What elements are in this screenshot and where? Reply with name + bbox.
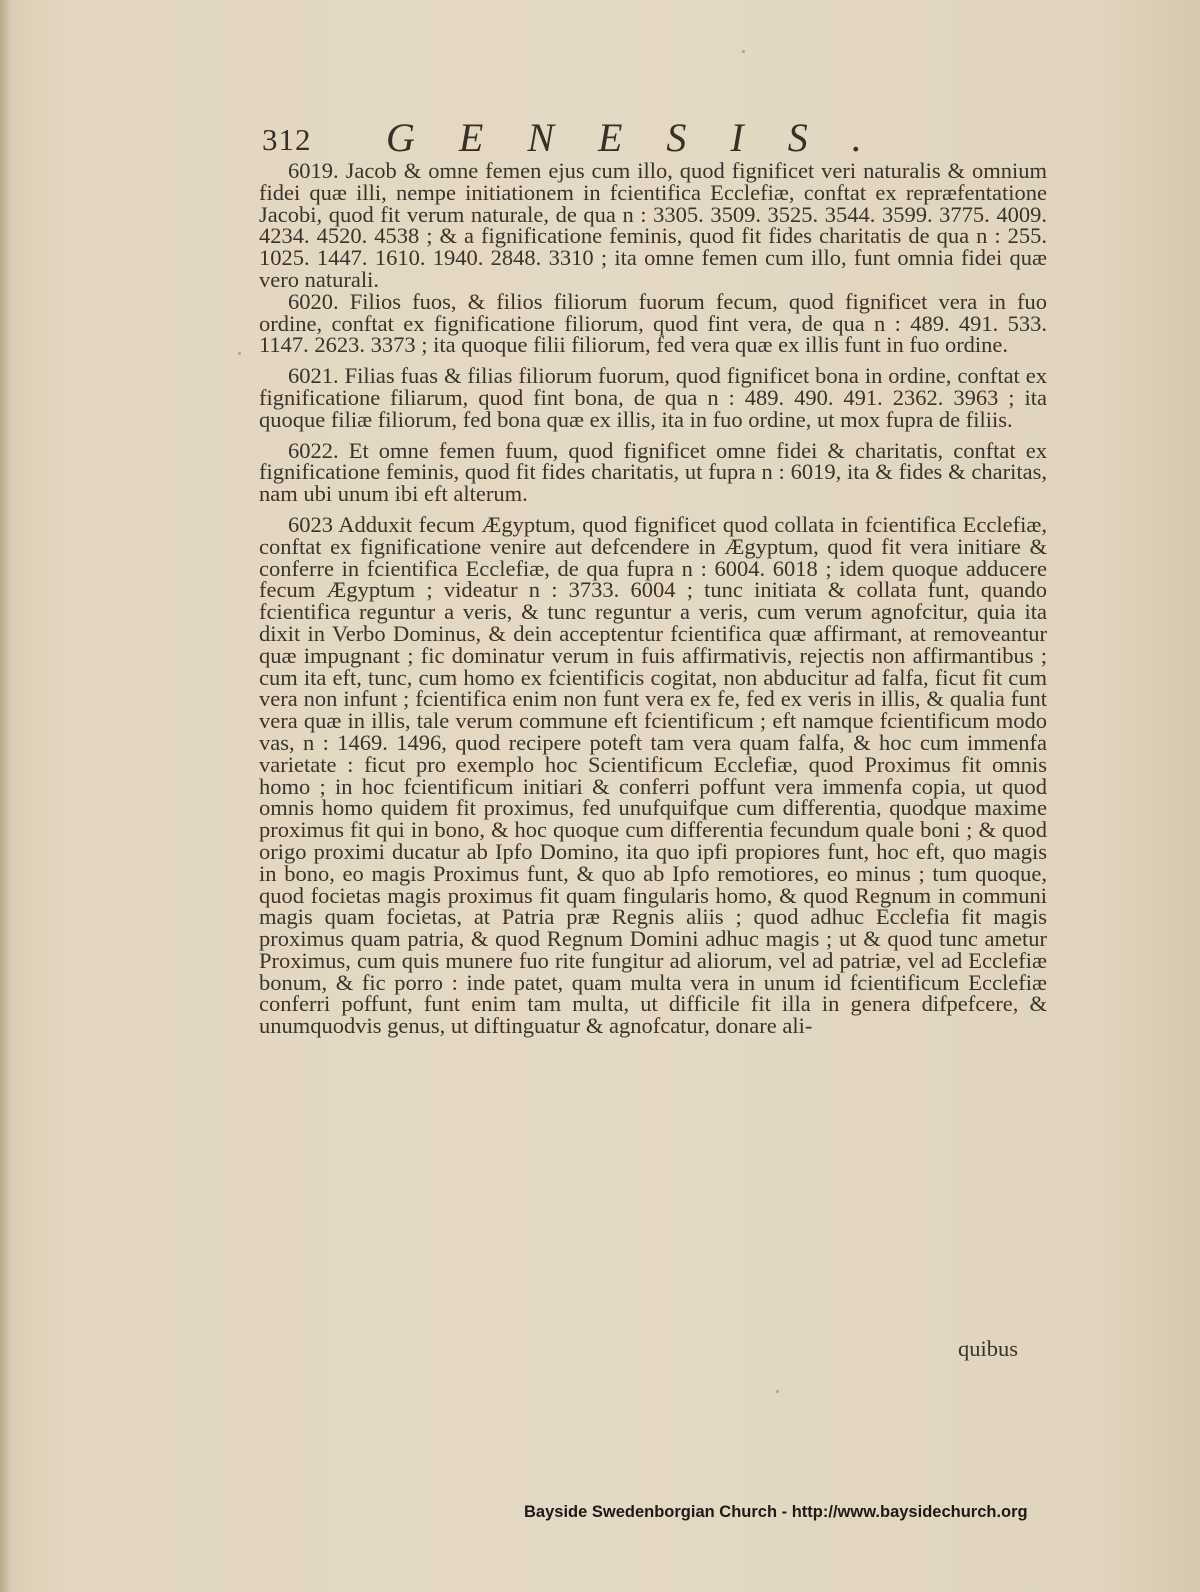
text-block (259, 160, 1047, 1037)
spine-shadow (0, 0, 10, 1592)
footer-credit: Bayside Swedenborgian Church - http://www.baysidechurch.org (524, 1503, 1028, 1521)
catchword: quibus (958, 1336, 1019, 1361)
paragraph-6022: 6022. Et omne femen fuum, quod fignificet omne fidei & charitatis, conftat ex fignificatione feminis, quod fit fides charitatis, ut fupra n : 6019, ita & fides & charitas, nam ubi unum ibi eft alterum. (259, 437, 1047, 507)
paragraph-6021: 6021. Filias fuas & filias filiorum fuorum, quod fignificet bona in ordine, conftat ex fignificatione filiarum, quod fint bona, de qua n : 489. 490. 491. 2362. 3963 ; ita quoque filiæ filiorum, fed bona quæ ex illis, ita in fuo ordine, ut mox fupra de filiis. (259, 363, 1047, 432)
paper-speck (238, 352, 241, 355)
paragraph-6023: 6023 Adduxit fecum Ægyptum, quod fignificet quod collata in fcientifica Ecclefiæ, conftat ex fignificatione venire aut defcendere in Ægyptum, quod fit vera initiare & conferre in fcientifica Ecclefiæ, de qua fupra n : 6004. 6018 ; idem quoque adducere fecum Ægyptum ; videatur n : 3733. 6004 ; tunc initiata & collata funt, quando fcientifica reguntur a veris, & tunc reguntur a veris, cum verum agnofcitur, quia ita dixit in Verbo Dominus, & dein acceptentur fcientifica quæ affirmant, at removeantur quæ impugnant ; fic dominatur verum in fuis affirmativis, rejectis non affirmantibus ; cum ita eft, tunc, cum homo ex fcientificis cogitat, non abducitur ad falfa, ficut fit cum vera non infunt ; fcientifica enim non funt vera ex fe, fed ex veris in illis, & qualia funt vera quæ in illis, tale verum commune eft fcientificum ; eft namque fcientificum modo vas, n : 1469. 1496, quod recipere poteft tam vera quam falfa, & hoc cum immenfa varietate : ficut pro exemplo hoc Scientificum Ecclefiæ, quod Proximus fit omnis homo ; in hoc fcientificum initiari & conferri poffunt vera immenfa copia, ut quod omnis homo quidem fit proximus, fed unufquifque cum differentia, quodque maxime proximus fit qui in bono, & hoc quoque cum differentia fecundum quale boni ; & quod origo proximi ducatur ab Ipfo Domino, ita quo ipfi propiores funt, hoc eft, quo magis in bono, eo magis Proximus funt, & quo ab Ipfo remotiores, eo minus ; tum quoque, quod focietas magis proximus fit quam fingularis homo, & quod Regnum in communi magis quam focietas, at Patria præ Regnis aliis ; quod adhuc Ecclefia fit magis proximus quam patria, & quod Regnum Domini adhuc magis ; ut & quod tunc ametur Proximus, cum quis munere fuo rite fungitur ad aliorum, vel ad patriæ, vel ad Ecclefiæ bonum, & fic porro : inde patet, quam multa vera in unum id fcientificum Ecclefiæ conferri poffunt, funt enim tam multa, ut difficile fit illa in genera difpefcere, & unumquodvis genus, ut diftinguatur & agnofcatur, donare ali- (259, 511, 1047, 1039)
book-title: GENESIS. (386, 115, 906, 160)
paper-speck (742, 50, 745, 53)
paper-speck (776, 1390, 779, 1393)
page-number: 312 (262, 122, 312, 157)
paragraph-6020: 6020. Filios fuos, & filios filiorum fuorum fecum, quod fignificet vera in fuo ordine, conftat ex fignificatione filiorum, quod fint vera, de qua n : 489. 491. 533. 1147. 2623. 3373 ; ita quoque filii filiorum, fed vera quæ ex illis funt in fuo ordine. (259, 288, 1047, 358)
paragraph-6019: 6019. Jacob & omne femen ejus cum illo, quod fignificet veri naturalis & omnium fidei quæ illi, nempe initiationem in fcientifica Ecclefiæ, conftat ex repræfentatione Jacobi, quod fit verum naturale, de qua n : 3305. 3509. 3525. 3544. 3599. 3775. 4009. 4234. 4520. 4538 ; & a fignificatione feminis, quod fit fides charitatis de qua n : 255. 1025. 1447. 1610. 1940. 2848. 3310 ; ita omne femen cum illo, funt omnia fidei quæ vero naturali. (259, 158, 1047, 292)
